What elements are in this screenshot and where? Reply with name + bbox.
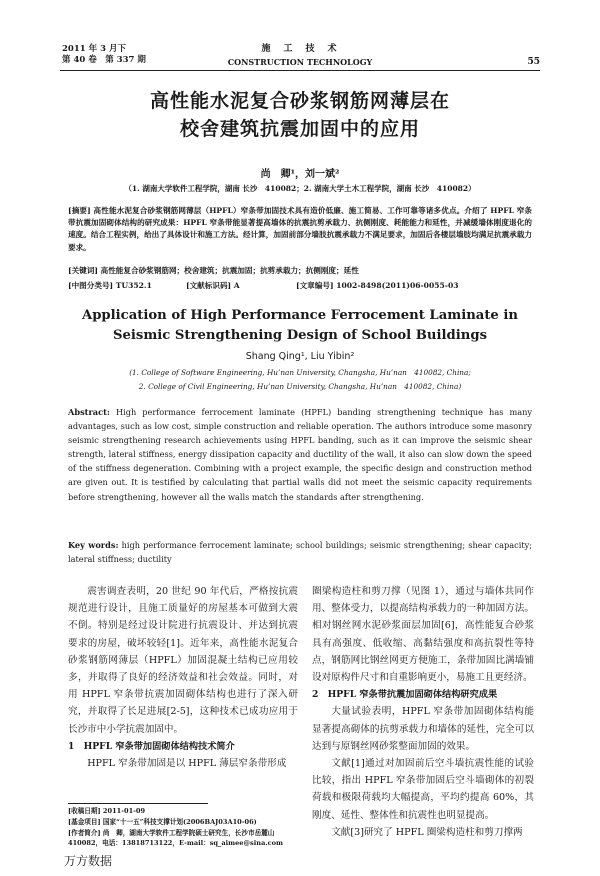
page-number: 55 [527, 57, 540, 67]
abstract-en [68, 405, 532, 504]
abstract-cn-text: 高性能水泥复合砂浆钢筋网薄层（HPFL）窄条带加固技术具有造价低廉、施工简易、工作可靠等诸多优点。介绍了 HPFL 窄条带抗震加固砌体结构的研究成果：HPFL 窄条带能显著提高墙体的抗震抗剪承载力、抗侧刚度、耗能能力和延性，并减缓墙体刚度退化的速度。结合工程实例，给出了具体设计和施工方法。经计算，加固前部分墙肢抗震承载力不满足要求，加固后各楼层墙肢均满足抗震承载力要求。 [68, 206, 532, 252]
authors-cn: 尚 卿¹，刘一斌² [260, 169, 340, 180]
issue-date: 2011 年 3 月下 [62, 44, 126, 54]
footnote-author: [作者简介] 尚 卿，湖南大学软件工程学院硕士研究生，长沙市岳麓山 410082，电话：13818713122，E-mail：sq_aimee@sina.com [68, 828, 284, 848]
journal-name-cn: 施 工 技 术 [261, 44, 339, 54]
keywords-en [68, 538, 532, 566]
authors-en: Shang Qing¹, Liu Yibin² [245, 351, 355, 362]
watermark: 万方数据 [64, 854, 113, 868]
keywords-cn [68, 265, 532, 277]
body-paragraph: 文献[1]通过对加固前后空斗墙抗震性能的试验比较，指出 HPFL 窄条带加固后空斗墙砌体的初裂荷载和极限荷载均大幅提高，平均约提高 60%，其刚度、延性、整体性和抗震性也明显提高。 [312, 758, 534, 821]
body-paragraph: 大量试验表明，HPFL 窄条带加固砌体结构能显著提高砌体的抗剪承载力和墙体的延性，完全可以达到与原钢丝网砂浆整面加固的效果。 [312, 706, 534, 752]
affiliations-cn: （1. 湖南大学软件工程学院，湖南 长沙 410082；2. 湖南大学土木工程学院，湖南 长沙 410082） [124, 184, 476, 193]
abstract-en-label: Abstract: [68, 407, 110, 417]
article-number: [文章编号] 1002-8498(2011)06-0055-03 [296, 281, 459, 290]
body-left-column [68, 583, 298, 772]
body-paragraph: 震害调查表明，20 世纪 90 年代后，严格按抗震规范进行设计，且施工质量好的房屋基本可做到大震不倒。特别是经过设计院进行抗震设计、并达到抗震要求的房屋，破坏较轻[1]。近年来，高性能水泥复合砂浆钢筋网薄层（HPFL）加固混凝土结构已应用较多，并取得了良好的经济效益和社会效益。同时，对用 HPFL 窄条带抗震加固砌体结构也进行了深入研究，并取得了长足进展[2-5]，这种技术已成功应用于长沙市中小学抗震加固中。 [68, 586, 298, 735]
title-cn-line-1: 高性能水泥复合砂浆钢筋网薄层在 [149, 90, 450, 112]
body-paragraph: HPFL 窄条带加固是以 HPFL 薄层窄条带形成 [87, 758, 287, 770]
abstract-en-text: High performance ferrocement laminate (HPFL) banding strengthening technique has many advantages, such as low cost, simple construction and reliable operation. The authors introduce some masonry seismic strengthening research achievements using HPFL banding, such as it can improve the seismic shear strength, lateral stiffness, energy dissipation capacity and ductility of the wall, it also can slow down the speed of the stiffness degeneration. Combining with a project example, the specific design and construction method are given out. It is testified by calculating that partial walls did not meet the seismic capacity requirements before strengthening, however all the walls match the standards after strengthening. [68, 407, 532, 502]
abstract-cn [68, 205, 532, 254]
document-code: [文献标识码] A [186, 281, 240, 290]
running-header-center [0, 44, 600, 68]
section-heading-1: 1 HPFL 窄条带加固砌体结构技术简介 [68, 740, 235, 752]
keywords-en-label: Key words: [68, 540, 119, 550]
journal-name-en: CONSTRUCTION TECHNOLOGY [227, 57, 373, 67]
title-cn-line-2: 校舍建筑抗震加固中的应用 [179, 118, 420, 140]
keywords-en-text: high performance ferrocement laminate; school buildings; seismic strengthening; shear capacity; lateral stiffness; ductility [68, 540, 532, 565]
body-right-column [312, 583, 534, 841]
abstract-cn-label: [摘要] [68, 206, 91, 215]
footnote-funding: [基金项目] 国家“十一五”科技支撑计划(2006BAJ03A10-06) [68, 817, 257, 826]
affiliation-en-2: 2. College of Civil Engineering, Hu’nan University, Changsha, Hu’nan 410082, China) [138, 382, 462, 391]
footnote-received: [收稿日期] 2011-01-09 [68, 807, 146, 815]
header-rule [60, 70, 540, 71]
section-heading-2: 2 HPFL 窄条带抗震加固砌体结构研究成果 [312, 689, 498, 701]
keywords-cn-label: [关键词] [68, 266, 98, 275]
clc-number: [中图分类号] TU352.1 [68, 281, 152, 290]
footnote-rule [68, 803, 208, 804]
issue-volume: 第 40 卷 第 337 期 [62, 55, 146, 65]
affiliation-en-1: (1. College of Software Engineering, Hu’nan University, Changsha, Hu’nan 410082, China; [129, 368, 471, 377]
keywords-cn-text: 高性能复合砂浆钢筋网；校舍建筑；抗震加固；抗剪承载力；抗侧刚度；延性 [100, 266, 359, 275]
title-en-line-2: Seismic Strengthening Design of School Buildings [112, 328, 488, 343]
footnote [68, 806, 298, 849]
title-en-line-1: Application of High Performance Ferrocement Laminate in [81, 308, 519, 323]
body-paragraph: 文献[3]研究了 HPFL 圈梁构造柱和剪刀撑两 [331, 826, 523, 838]
body-paragraph: 圈梁构造柱和剪刀撑（见图 1），通过与墙体共同作用、整体受力，以提高结构承载力的一种加固方法。相对钢丝网水泥砂浆面层加固[6]，高性能复合砂浆具有高强度、低收缩、高黏结强度和高抗裂性等特点，钢筋网比钢丝网更方便施工，条带加固比满墙铺设对原构件尺寸和自重影响更小，易施工且更经济。 [312, 586, 534, 684]
